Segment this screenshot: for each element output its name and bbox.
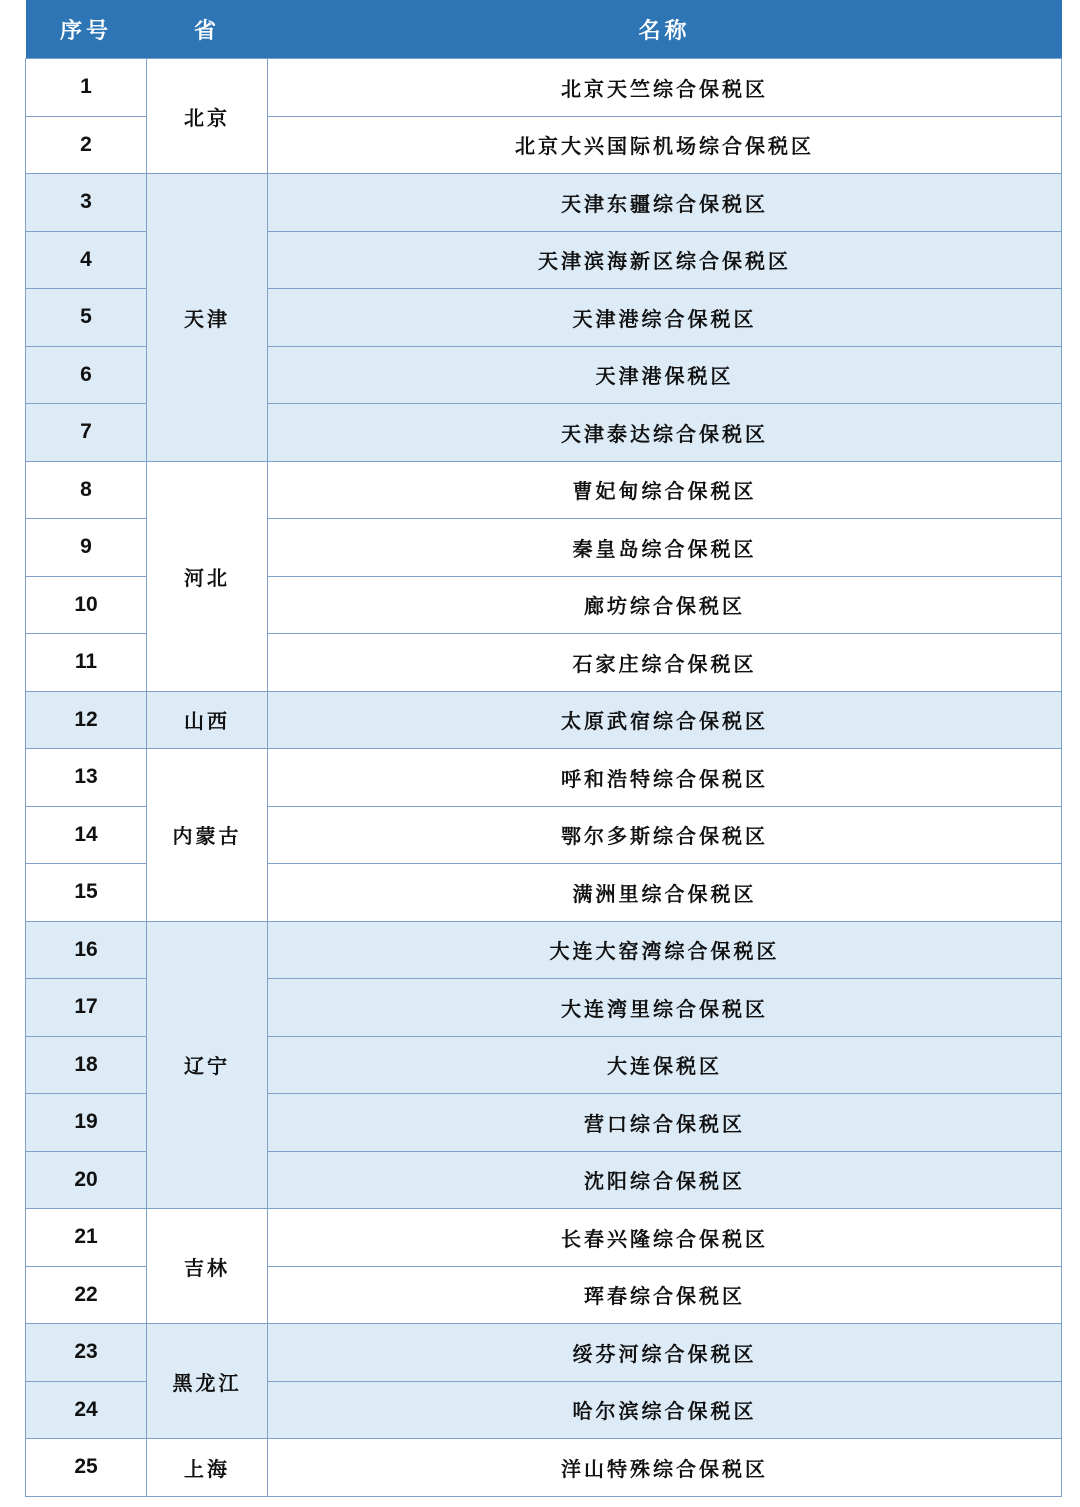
row-index: 16 xyxy=(26,921,147,979)
zone-name: 哈尔滨综合保税区 xyxy=(268,1381,1062,1439)
row-index: 6 xyxy=(26,346,147,404)
province-cell: 黑龙江 xyxy=(147,1324,268,1439)
zone-name: 天津港综合保税区 xyxy=(268,289,1062,347)
zone-name: 天津滨海新区综合保税区 xyxy=(268,231,1062,289)
row-index: 14 xyxy=(26,806,147,864)
row-index: 18 xyxy=(26,1036,147,1094)
row-index: 25 xyxy=(26,1439,147,1497)
zone-name: 曹妃甸综合保税区 xyxy=(268,461,1062,519)
zone-name: 北京天竺综合保税区 xyxy=(268,59,1062,117)
zone-name: 北京大兴国际机场综合保税区 xyxy=(268,116,1062,174)
header-row xyxy=(26,0,1062,59)
zone-name: 长春兴隆综合保税区 xyxy=(268,1209,1062,1267)
row-index: 2 xyxy=(26,116,147,174)
bonded-zone-table xyxy=(25,0,1062,1497)
row-index: 23 xyxy=(26,1324,147,1382)
zone-name: 大连大窑湾综合保税区 xyxy=(268,921,1062,979)
zone-name: 营口综合保税区 xyxy=(268,1094,1062,1152)
table-row xyxy=(26,749,1062,807)
row-index: 4 xyxy=(26,231,147,289)
zone-name: 洋山特殊综合保税区 xyxy=(268,1439,1062,1497)
header-name: 名称 xyxy=(268,0,1062,59)
zone-name: 绥芬河综合保税区 xyxy=(268,1324,1062,1382)
province-cell: 辽宁 xyxy=(147,921,268,1209)
table-row xyxy=(26,1324,1062,1382)
row-index: 13 xyxy=(26,749,147,807)
row-index: 9 xyxy=(26,519,147,577)
zone-name: 秦皇岛综合保税区 xyxy=(268,519,1062,577)
row-index: 22 xyxy=(26,1266,147,1324)
zone-name: 珲春综合保税区 xyxy=(268,1266,1062,1324)
province-cell: 山西 xyxy=(147,691,268,749)
zone-name: 太原武宿综合保税区 xyxy=(268,691,1062,749)
zone-name: 天津港保税区 xyxy=(268,346,1062,404)
row-index: 24 xyxy=(26,1381,147,1439)
header-index: 序号 xyxy=(26,0,147,59)
zone-name: 呼和浩特综合保税区 xyxy=(268,749,1062,807)
row-index: 10 xyxy=(26,576,147,634)
zone-name: 鄂尔多斯综合保税区 xyxy=(268,806,1062,864)
table-row xyxy=(26,921,1062,979)
row-index: 3 xyxy=(26,174,147,232)
row-index: 21 xyxy=(26,1209,147,1267)
table-row xyxy=(26,59,1062,117)
table-row xyxy=(26,691,1062,749)
zone-name: 大连保税区 xyxy=(268,1036,1062,1094)
zone-name: 石家庄综合保税区 xyxy=(268,634,1062,692)
zone-name: 廊坊综合保税区 xyxy=(268,576,1062,634)
row-index: 19 xyxy=(26,1094,147,1152)
table-row xyxy=(26,1209,1062,1267)
table-row xyxy=(26,174,1062,232)
zone-name: 天津东疆综合保税区 xyxy=(268,174,1062,232)
province-cell: 北京 xyxy=(147,59,268,174)
header-province: 省 xyxy=(147,0,268,59)
province-cell: 天津 xyxy=(147,174,268,462)
province-cell: 上海 xyxy=(147,1439,268,1497)
table-row xyxy=(26,1439,1062,1497)
zone-name: 沈阳综合保税区 xyxy=(268,1151,1062,1209)
province-cell: 吉林 xyxy=(147,1209,268,1324)
province-cell: 河北 xyxy=(147,461,268,691)
row-index: 17 xyxy=(26,979,147,1037)
row-index: 8 xyxy=(26,461,147,519)
row-index: 12 xyxy=(26,691,147,749)
zone-name: 大连湾里综合保税区 xyxy=(268,979,1062,1037)
zone-name: 满洲里综合保税区 xyxy=(268,864,1062,922)
table-row xyxy=(26,461,1062,519)
row-index: 1 xyxy=(26,59,147,117)
row-index: 15 xyxy=(26,864,147,922)
province-cell: 内蒙古 xyxy=(147,749,268,922)
zone-name: 天津泰达综合保税区 xyxy=(268,404,1062,462)
row-index: 7 xyxy=(26,404,147,462)
row-index: 20 xyxy=(26,1151,147,1209)
row-index: 11 xyxy=(26,634,147,692)
table-body xyxy=(26,59,1062,1497)
row-index: 5 xyxy=(26,289,147,347)
